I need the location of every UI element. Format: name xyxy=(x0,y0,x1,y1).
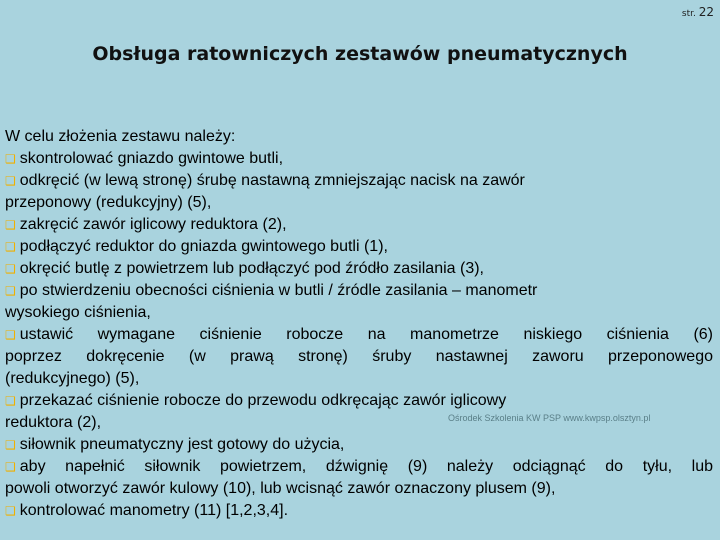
bullet-item xyxy=(5,280,713,302)
square-bullet-icon: ❑ xyxy=(5,240,16,254)
item-text: przeponowy (redukcyjny) (5), xyxy=(5,194,212,211)
bullet-item xyxy=(5,390,713,412)
continuation-line xyxy=(5,346,713,368)
item-text: reduktora (2), xyxy=(5,414,102,431)
item-text: siłownik pneumatyczny jest gotowy do użycia, xyxy=(19,436,345,453)
square-bullet-icon: ❑ xyxy=(5,218,16,232)
item-text: przekazać ciśnienie robocze do przewodu odkręcając zawór iglicowy xyxy=(19,392,507,409)
item-text: poprzez dokręcenie (w prawą stronę) śruby nastawnej zaworu przeponowego xyxy=(5,348,713,365)
bullet-item xyxy=(5,434,713,456)
bullet-item xyxy=(5,324,713,346)
square-bullet-icon: ❑ xyxy=(5,328,16,342)
item-text: okręcić butlę z powietrzem lub podłączyć pod źródło zasilania (3), xyxy=(19,260,484,277)
bullet-item xyxy=(5,170,713,192)
item-text: odkręcić (w lewą stronę) śrubę nastawną zmniejszając nacisk na zawór xyxy=(19,172,525,189)
instruction-list xyxy=(5,148,713,522)
page-title: Obsługa ratowniczych zestawów pneumatycznych xyxy=(92,43,628,65)
square-bullet-icon: ❑ xyxy=(5,394,16,408)
item-text: aby napełnić siłownik powietrzem, dźwignię (9) należy odciągnąć do tyłu, lub xyxy=(19,458,713,475)
continuation-line xyxy=(5,192,713,214)
square-bullet-icon: ❑ xyxy=(5,262,16,276)
item-text: (redukcyjnego) (5), xyxy=(5,370,140,387)
bullet-item xyxy=(5,456,713,478)
continuation-line xyxy=(5,368,713,390)
bullet-item xyxy=(5,258,713,280)
square-bullet-icon: ❑ xyxy=(5,284,16,298)
bullet-item xyxy=(5,236,713,258)
item-text: podłączyć reduktor do gniazda gwintowego butli (1), xyxy=(19,238,388,255)
item-text: po stwierdzeniu obecności ciśnienia w butli / źródle zasilania – manometr xyxy=(19,282,538,299)
page-number-value: 22 xyxy=(698,5,714,19)
square-bullet-icon: ❑ xyxy=(5,152,16,166)
page-number xyxy=(682,5,714,19)
intro-text: W celu złożenia zestawu należy: xyxy=(5,128,236,145)
item-text: ustawić wymagane ciśnienie robocze na manometrze niskiego ciśnienia (6) xyxy=(19,326,713,343)
page-label: str. xyxy=(681,9,696,19)
continuation-line xyxy=(5,302,713,324)
item-text: zakręcić zawór iglicowy reduktora (2), xyxy=(19,216,287,233)
square-bullet-icon: ❑ xyxy=(5,174,16,188)
instruction-body xyxy=(5,126,713,522)
item-text: kontrolować manometry (11) [1,2,3,4]. xyxy=(19,502,289,519)
footer-watermark: Ośrodek Szkolenia KW PSP www.kwpsp.olsztyn.pl xyxy=(448,413,651,423)
continuation-line xyxy=(5,478,713,500)
bullet-item xyxy=(5,500,713,522)
bullet-item xyxy=(5,214,713,236)
square-bullet-icon: ❑ xyxy=(5,504,16,518)
square-bullet-icon: ❑ xyxy=(5,460,16,474)
item-text: skontrolować gniazdo gwintowe butli, xyxy=(19,150,284,167)
bullet-item xyxy=(5,148,713,170)
item-text: powoli otworzyć zawór kulowy (10), lub wcisnąć zawór oznaczony plusem (9), xyxy=(5,480,556,497)
item-text: wysokiego ciśnienia, xyxy=(5,304,151,321)
square-bullet-icon: ❑ xyxy=(5,438,16,452)
